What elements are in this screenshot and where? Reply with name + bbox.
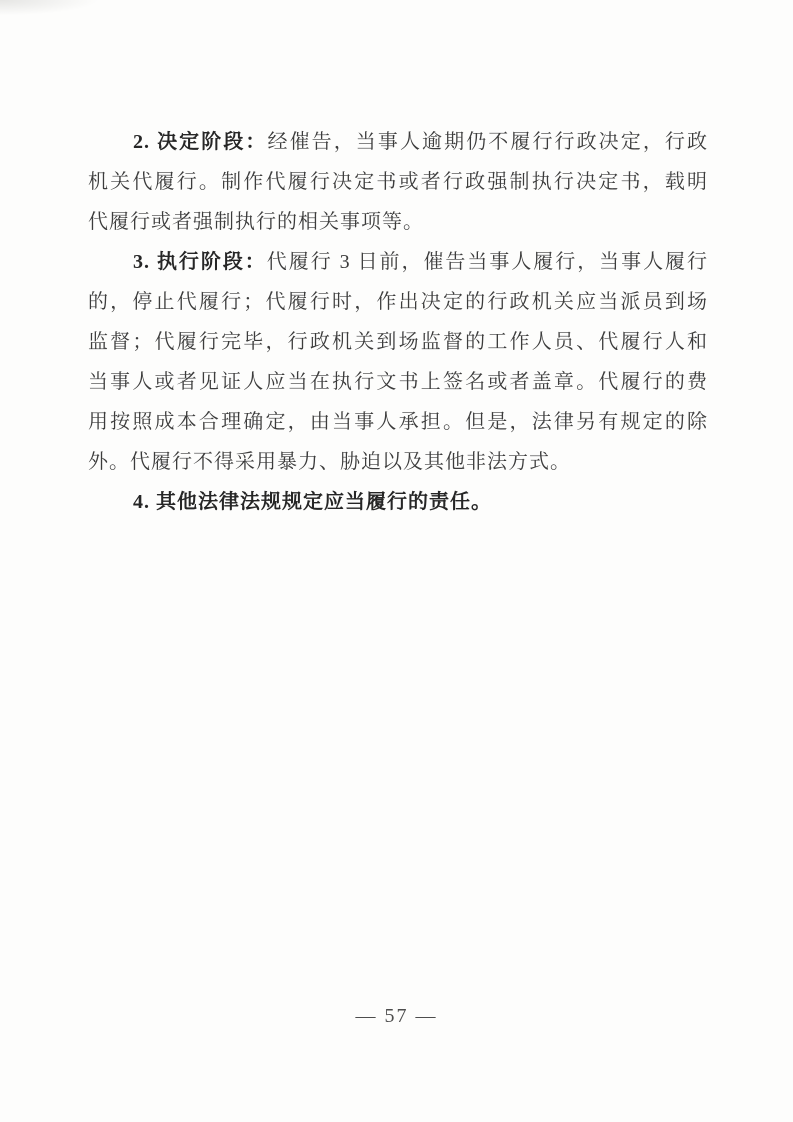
page-number: — 57 — — [355, 1005, 438, 1027]
paragraph-text: 代履行 3 日前，催告当事人履行，当事人履行 — [266, 251, 708, 273]
text-line: 机关代履行。制作代履行决定书或者行政强制执行决定书，载明 — [88, 171, 708, 193]
scan-edge-artifact — [0, 0, 180, 26]
paragraph-execution-stage — [88, 242, 708, 482]
paragraph-other-duties — [88, 482, 708, 522]
paragraph-text: 经催告，当事人逾期仍不履行行政决定，行政 — [267, 131, 708, 153]
document-body — [88, 122, 708, 522]
text-line: 当事人或者见证人应当在执行文书上签名或者盖章。代履行的费 — [88, 371, 708, 393]
paragraph-lead: 3. 执行阶段： — [133, 251, 267, 273]
text-line: 外。代履行不得采用暴力、胁迫以及其他非法方式。 — [88, 451, 571, 473]
text-line: 用按照成本合理确定，由当事人承担。但是，法律另有规定的除 — [88, 411, 708, 433]
text-line: 监督；代履行完毕，行政机关到场监督的工作人员、代履行人和 — [88, 331, 708, 353]
text-line — [88, 482, 708, 522]
text-line — [88, 242, 708, 282]
text-line: 代履行或者强制执行的相关事项等。 — [88, 211, 424, 233]
text-line: 的，停止代履行；代履行时，作出决定的行政机关应当派员到场 — [88, 291, 708, 313]
paragraph-decision-stage — [88, 122, 708, 242]
text-line — [88, 122, 708, 162]
paragraph-lead: 4. 其他法律法规规定应当履行的责任。 — [133, 491, 492, 513]
paragraph-lead: 2. 决定阶段： — [133, 131, 268, 153]
